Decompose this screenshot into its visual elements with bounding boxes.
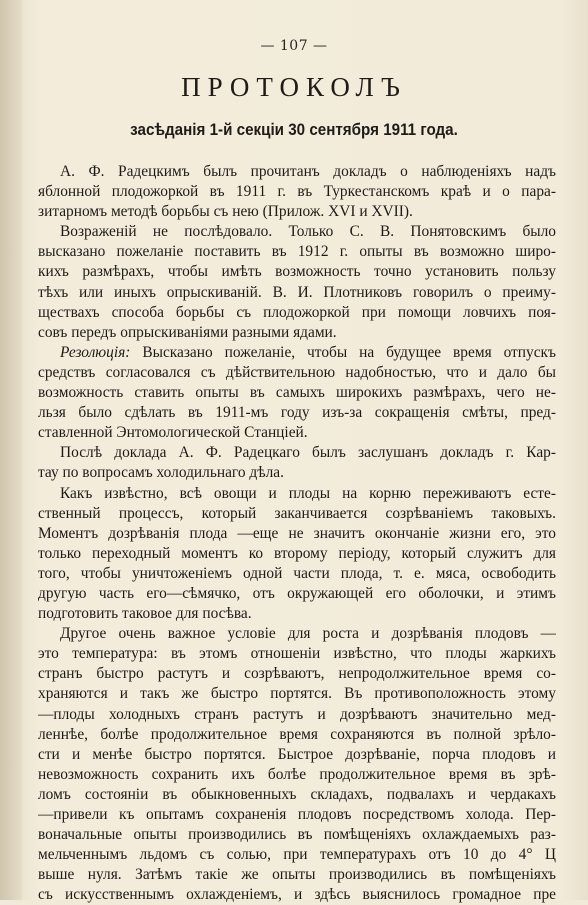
text-line: мельченнымъ льдомъ съ солью, при температурахъ отъ 10 до 4° Ц [38, 846, 556, 864]
text-line: кихъ размѣрахъ, чтобы имѣть возможность точно установить пользу [38, 263, 556, 281]
text-line: высказано пожеланіе поставить въ 1912 г. опыты въ возможно широ- [38, 243, 556, 261]
document-title: ПРОТОКОЛЪ [181, 72, 407, 102]
text-line: Возраженій не послѣдовало. Только С. В. Понятовскимъ было [60, 223, 556, 241]
text-line: Какъ извѣстно, всѣ овощи и плоды на корню переживаютъ есте- [60, 484, 556, 502]
text-line: яблонной плодожоркой въ 1911 г. въ Туркестанскомъ краѣ и о пара- [38, 183, 556, 201]
text-line: ществахъ способа борьбы съ плодожоркой при помощи ловчихъ поя- [38, 303, 556, 321]
resolution-line [38, 343, 556, 363]
text-line: тау по вопросамъ холодильнаго дѣла. [38, 464, 284, 482]
text-line: это температура: въ этомъ отношеніи извѣстно, что плоды жаркихъ [38, 645, 556, 663]
text-line: только переходный моментъ ко второму періоду, который служитъ для [38, 544, 556, 562]
text-line: другую часть его—сѣмячко, отъ окружающей его оболочки, и этимъ [38, 584, 556, 602]
text-line: подготовить таковое для посѣва. [38, 605, 252, 623]
text-line: А. Ф. Радецкимъ былъ прочитанъ докладъ о наблюденіяхъ надъ [60, 163, 556, 180]
text-line: зитарномъ методѣ борьбы съ нею (Прилож. XVI и XVII). [38, 203, 413, 221]
text-line: возможность ставить опыты въ самыхъ широкихъ размѣрахъ, чего не- [38, 384, 556, 402]
text-line: странъ быстро растутъ и созрѣваютъ, непродолжительное время со- [38, 665, 556, 683]
text-line: невозможность сохранить ихъ болѣе продолжительное время въ зрѣ- [38, 765, 556, 783]
body-text [38, 162, 556, 905]
page-number: — 107 — [260, 38, 328, 54]
text-line: воначальные опыты производились въ помѣщеніяхъ охлаждаемыхъ раз- [38, 826, 556, 844]
text-line: того, чтобы уничтоженіемъ одной части плода, т. е. мяса, освободить [38, 564, 556, 582]
text-line: совъ передъ опрыскиваніями разными ядами. [38, 323, 337, 341]
text-line: ставленной Энтомологической Станціей. [38, 424, 308, 442]
text-line: Другое очень важное условіе для роста и дозрѣванія плодовъ — [60, 625, 556, 643]
text-line: съ искусственнымъ охлажденіемъ, и здѣсь выяснилось громадное пре [38, 886, 556, 904]
text-line: средствъ согласовался съ дѣйствительною надобностью, что и дало бы [38, 363, 556, 381]
text-line: ственный процессъ, который заканчивается созрѣваніемъ таковыхъ. [38, 504, 556, 522]
text-line: храняются и такъ же быстро портятся. Въ противоположность этому [38, 685, 556, 703]
text-line: —привели къ опытамъ сохраненія плодовъ посредствомъ холода. Пер- [38, 806, 556, 823]
resolution-label: Резолюція: [60, 343, 131, 361]
text-line: —плоды холодныхъ странъ растутъ и дозрѣваютъ значительно мед- [38, 705, 556, 723]
document-subtitle: засѣданія 1-й секціи 30 сентября 1911 года. [130, 121, 458, 139]
text-line: льзя было сдѣлать въ 1911-мъ году изъ-за сокращенія смѣты, пред- [38, 404, 556, 422]
text-line: выше нуля. Затѣмъ такіе же опыты производились въ помѣщеніяхъ [38, 866, 556, 884]
text-line: Моментъ дозрѣванія плода —еще не значитъ окончаніе жизни его, это [38, 524, 556, 542]
text-line: ломъ состояніи въ обыкновенныхъ складахъ, подвалахъ и чердакахъ [38, 785, 556, 803]
page-gutter-shadow [0, 0, 22, 900]
text-line: Послѣ доклада А. Ф. Радецкаго былъ заслушанъ докладъ г. Кар- [60, 444, 556, 462]
text-line: леннѣе, болѣе продолжительное время сохраняются въ полной зрѣло- [38, 725, 556, 743]
text-line: сти и менѣе быстро портятся. Быстрое дозрѣваніе, порча плодовъ и [38, 745, 556, 763]
text-line: тѣхъ или иныхъ опрыскиваній. В. И. Плотниковъ говорилъ о преиму- [38, 283, 556, 301]
resolution-text: Высказано пожеланіе, чтобы на будущее время отпускъ [142, 343, 556, 361]
